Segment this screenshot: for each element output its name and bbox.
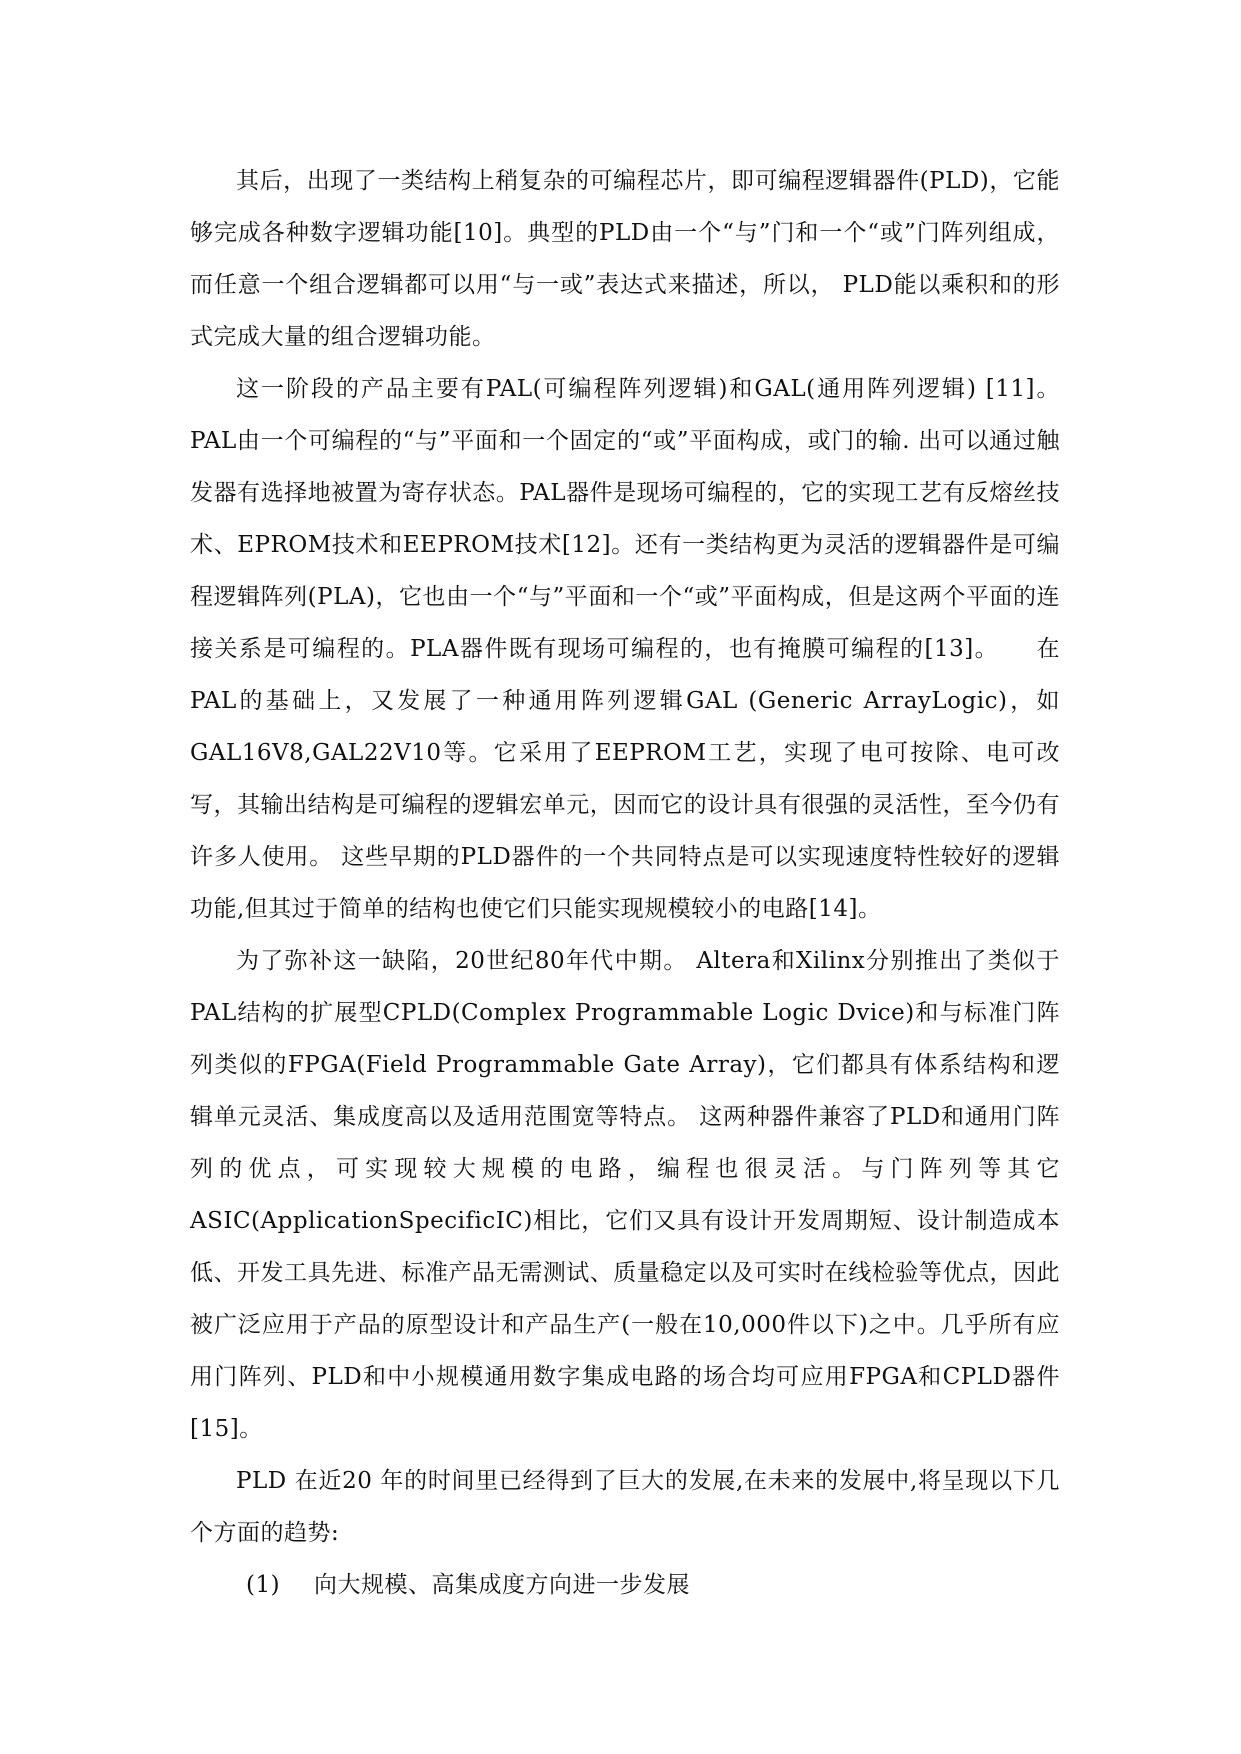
list-item-trend-1	[190, 1559, 1060, 1611]
document-page	[190, 155, 1060, 1611]
paragraph-cpld-fpga: 为了弥补这一缺陷，20世纪80年代中期。 Altera和Xilinx分别推出了类似于PAL结构的扩展型CPLD(Complex Programmable Logic Dvice)和与标准门阵列类似的FPGA(Field Programmable Gate Array)，它们都具有体系结构和逻辑单元灵活、集成度高以及适用范围宽等特点。 这两种器件兼容了PLD和通用门阵列的优点，可实现较大规模的电路，编程也很灵活。与门阵列等其它ASIC(ApplicationSpecificIC)相比，它们又具有设计开发周期短、设计制造成本低、开发工具先进、标准产品无需测试、质量稳定以及可实时在线检验等优点，因此被广泛应用于产品的原型设计和产品生产(一般在10,000件以下)之中。几乎所有应用门阵列、PLD和中小规模通用数字集成电路的场合均可应用FPGA和CPLD器件[15]。	[190, 948, 1060, 1442]
paragraph-pld-intro: 其后，出现了一类结构上稍复杂的可编程芯片，即可编程逻辑器件(PLD)，它能够完成各种数字逻辑功能[10]。典型的PLD由一个“与”门和一个“或”门阵列组成，而任意一个组合逻辑都可以用“与一或”表达式来描述，所以， PLD能以乘积和的形式完成大量的组合逻辑功能。	[190, 168, 1060, 350]
list-item-text: 向大规模、高集成度方向进一步发展	[314, 1572, 690, 1598]
list-marker: (1)	[246, 1572, 281, 1598]
paragraph-trends: PLD 在近20 年的时间里已经得到了巨大的发展,在未来的发展中,将呈现以下几个方面的趋势:	[190, 1468, 1060, 1546]
paragraph-pal-gal: 这一阶段的产品主要有PAL(可编程阵列逻辑)和GAL(通用阵列逻辑) [11]。PAL由一个可编程的“与”平面和一个固定的“或”平面构成，或门的输. 出可以通过触发器有选择地被置为寄存状态。PAL器件是现场可编程的，它的实现工艺有反熔丝技术、EPROM技术和EEPROM技术[12]。还有一类结构更为灵活的逻辑器件是可编程逻辑阵列(PLA)，它也由一个“与”平面和一个“或”平面构成，但是这两个平面的连接关系是可编程的。PLA器件既有现场可编程的，也有掩膜可编程的[13]。 在PAL的基础上，又发展了一种通用阵列逻辑GAL (Generic ArrayLogic)，如GAL16V8,GAL22V10等。它采用了EEPROM工艺，实现了电可按除、电可改写，其输出结构是可编程的逻辑宏单元，因而它的设计具有很强的灵活性，至今仍有许多人使用。 这些早期的PLD器件的一个共同特点是可以实现速度特性较好的逻辑功能,但其过于简单的结构也使它们只能实现规模较小的电路[14]。	[190, 376, 1060, 922]
